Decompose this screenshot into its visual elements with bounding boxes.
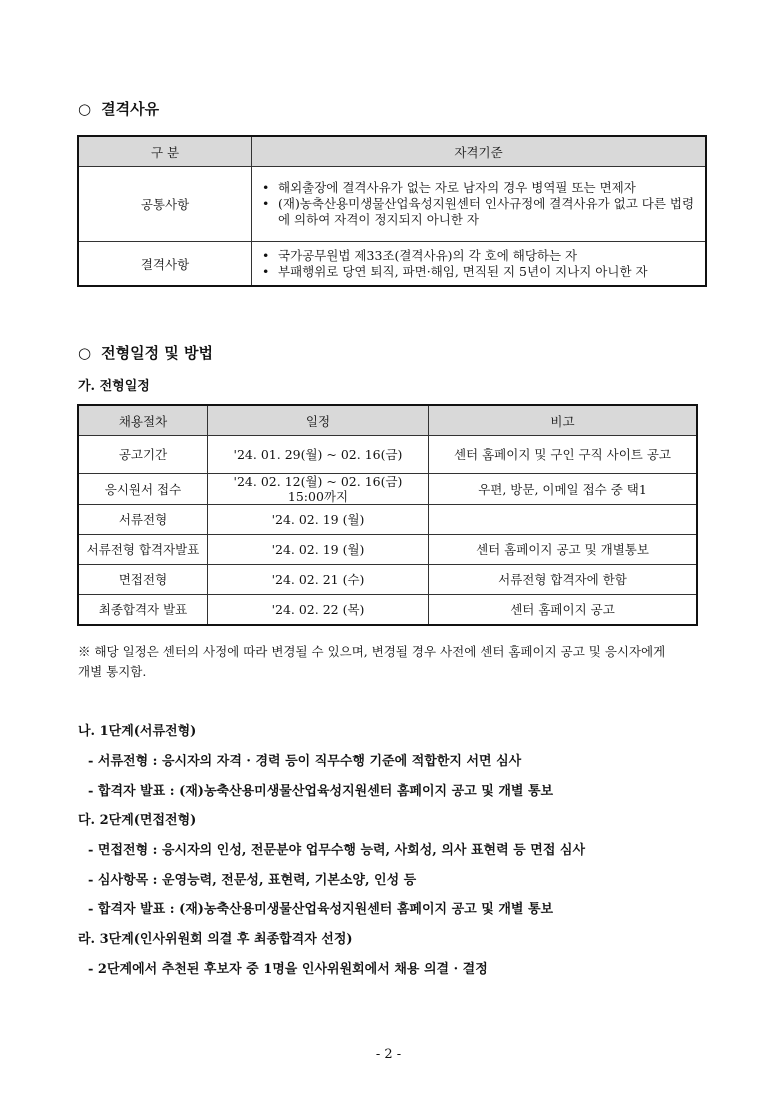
table-cell: '24. 02. 22 (목) xyxy=(208,595,429,625)
stage2-item: - 면접전형 : 응시자의 인성, 전문분야 업무수행 능력, 사회성, 의사 표현력 등 면접 심사 xyxy=(88,843,586,858)
page-number: - 2 - xyxy=(375,1047,402,1062)
table-header-row xyxy=(79,406,697,436)
circle-bullet-icon: ○ xyxy=(78,100,92,118)
stage3-heading: 라. 3단계(인사위원회 의결 후 최종합격자 선정) xyxy=(78,932,353,947)
stage1-heading: 나. 1단계(서류전형) xyxy=(78,724,197,739)
qualification-table xyxy=(78,136,706,286)
row-criteria xyxy=(252,167,706,242)
row-category: 공통사항 xyxy=(79,167,252,242)
stage1-item: - 서류전형 : 응시자의 자격 · 경력 등이 직무수행 기준에 적합한지 서면 심사 xyxy=(88,754,522,769)
table-cell: 최종합격자 발표 xyxy=(79,595,208,625)
table-cell: 응시원서 접수 xyxy=(79,474,208,505)
criteria-list xyxy=(258,180,697,228)
list-item: • 국가공무원법 제33조(결격사유)의 각 호에 해당하는 자 xyxy=(258,248,697,264)
table-cell xyxy=(429,505,697,535)
table-row xyxy=(79,242,706,286)
table-cell: '24. 02. 19 (월) xyxy=(208,535,429,565)
selection-heading xyxy=(78,342,213,363)
schedule-subheading: 가. 전형일정 xyxy=(78,379,150,394)
table-cell: 면접전형 xyxy=(79,565,208,595)
column-header: 자격기준 xyxy=(252,137,706,167)
table-cell: 센터 홈페이지 및 구인 구직 사이트 공고 xyxy=(429,436,697,474)
table-row xyxy=(79,565,697,595)
schedule-note: ※ 해당 일정은 센터의 사정에 따라 변경될 수 있으며, 변경될 경우 사전에 센터 홈페이지 공고 및 응시자에게 개별 통지함. xyxy=(78,644,666,679)
table-cell: '24. 02. 21 (수) xyxy=(208,565,429,595)
table-cell: 우편, 방문, 이메일 접수 중 택1 xyxy=(429,474,697,505)
table-row xyxy=(79,436,697,474)
selection-title: 전형일정 및 방법 xyxy=(101,344,213,362)
schedule-table xyxy=(78,405,697,625)
table-cell: 공고기간 xyxy=(79,436,208,474)
table-row xyxy=(79,595,697,625)
table-cell: 서류전형 xyxy=(79,505,208,535)
stage2-item: - 합격자 발표 : (재)농축산용미생물산업육성지원센터 홈페이지 공고 및 개별 통보 xyxy=(88,902,554,917)
stage2-item: - 심사항목 : 운영능력, 전문성, 표현력, 기본소양, 인성 등 xyxy=(88,873,417,888)
table-cell: 서류전형 합격자발표 xyxy=(79,535,208,565)
table-cell: 센터 홈페이지 공고 및 개별통보 xyxy=(429,535,697,565)
table-cell: '24. 02. 19 (월) xyxy=(208,505,429,535)
row-category: 결격사항 xyxy=(79,242,252,286)
column-header: 비고 xyxy=(429,406,697,436)
table-row xyxy=(79,505,697,535)
table-row xyxy=(79,474,697,505)
table-row xyxy=(79,535,697,565)
table-cell: 서류전형 합격자에 한함 xyxy=(429,565,697,595)
list-item: • (재)농축산용미생물산업육성지원센터 인사규정에 결격사유가 없고 다른 법령에 의하여 자격이 정지되지 아니한 자 xyxy=(258,196,697,228)
stage1-item: - 합격자 발표 : (재)농축산용미생물산업육성지원센터 홈페이지 공고 및 개별 통보 xyxy=(88,784,554,799)
table-row xyxy=(79,167,706,242)
disqualification-title: 결격사유 xyxy=(101,100,160,118)
table-cell: 센터 홈페이지 공고 xyxy=(429,595,697,625)
row-criteria xyxy=(252,242,706,286)
column-header: 일정 xyxy=(208,406,429,436)
table-header-row xyxy=(79,137,706,167)
criteria-list xyxy=(258,248,697,280)
list-item: • 부패행위로 당연 퇴직, 파면·해임, 면직된 지 5년이 지나지 아니한 자 xyxy=(258,264,697,280)
column-header: 구 분 xyxy=(79,137,252,167)
stage2-heading: 다. 2단계(면접전형) xyxy=(78,813,197,828)
column-header: 채용절차 xyxy=(79,406,208,436)
circle-bullet-icon: ○ xyxy=(78,344,92,362)
table-cell: '24. 02. 12(월) ~ 02. 16(금) 15:00까지 xyxy=(208,474,429,505)
list-item: • 해외출장에 결격사유가 없는 자로 남자의 경우 병역필 또는 면제자 xyxy=(258,180,697,196)
table-cell: '24. 01. 29(월) ~ 02. 16(금) xyxy=(208,436,429,474)
disqualification-heading xyxy=(78,98,159,119)
stage3-item: - 2단계에서 추천된 후보자 중 1명을 인사위원회에서 채용 의결 · 결정 xyxy=(88,962,488,977)
